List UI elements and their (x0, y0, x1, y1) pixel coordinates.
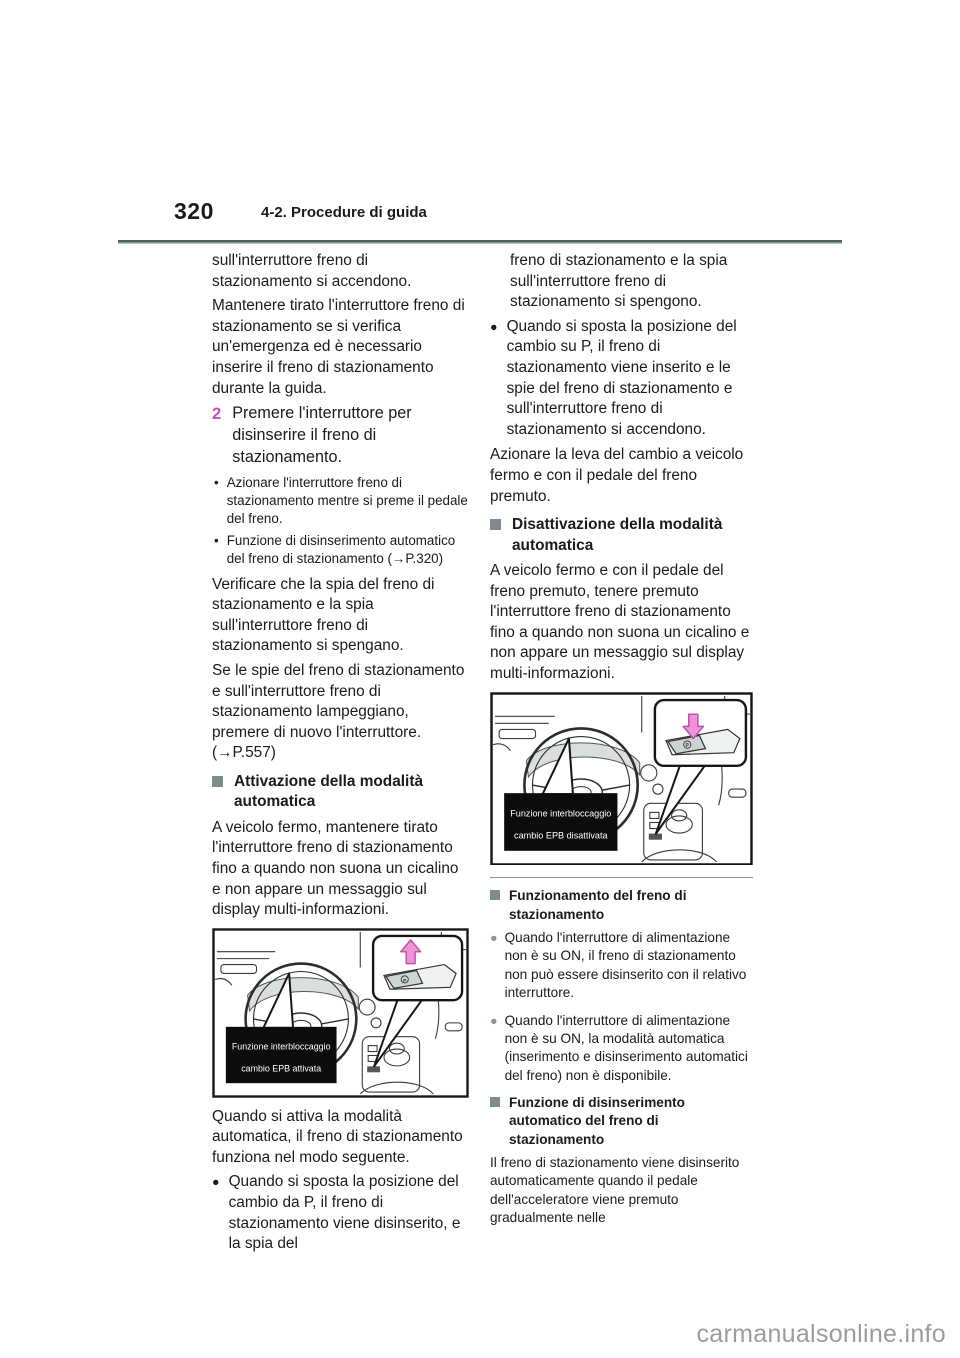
heading-disattivazione: Disattivazione della modalità automatica (490, 515, 753, 556)
bullet-dot-icon: ● (212, 1175, 220, 1190)
epb-interior-diagram (212, 928, 469, 1098)
paragraph: sull'interruttore freno di stazionamento si accendono. (212, 252, 412, 290)
note-paragraph: Il freno di stazionamento viene disinserito automaticamente quando il pedale dell'acceleratore viene premuto gradualmente nelle (490, 1154, 740, 1225)
square-marker-icon (490, 1097, 500, 1107)
step-2 (212, 403, 469, 468)
square-marker-icon (212, 776, 223, 787)
right-column (490, 251, 753, 1227)
heading-attivazione: Attivazione della modalità automatica (212, 772, 469, 813)
callout-text-line2: cambio EPB disattivata (514, 830, 608, 841)
paragraph: Verificare che la spia del freno di stazionamento e la spia sull'interruttore freno di stazionamento si spengano. (212, 575, 435, 655)
paragraph: Quando si attiva la modalità automatica, il freno di stazionamento funziona nel modo seguente. (212, 1107, 463, 1166)
note-heading-disinserimento: Funzione di disinserimento automatico del freno di stazionamento (490, 1094, 753, 1149)
square-marker-icon (490, 519, 501, 530)
bullet-dot-icon: • (214, 474, 219, 490)
section-title: 4-2. Procedure di guida (261, 204, 427, 221)
page-number: 320 (174, 198, 214, 224)
multi-info-display-message (226, 1027, 337, 1083)
note-list-item: ● Quando l'interruttore di alimentazione non è su ON, la modalità automatica (inserimento e disinserimento automatici del freno) non è disponibile. (490, 1012, 753, 1086)
multi-info-display-message (504, 793, 617, 851)
callout-text-line1: Funzione interbloccaggio (231, 1041, 331, 1052)
watermark: carmanualsonline.info (696, 1320, 946, 1348)
notes-divider (490, 877, 753, 878)
epb-interior-diagram (490, 692, 753, 866)
step-number: 2 (212, 404, 222, 424)
diagram-epb-activated (212, 928, 469, 1098)
callout-text-line1: Funzione interbloccaggio (510, 807, 612, 818)
step-sub-bullets (214, 474, 469, 569)
paragraph: Mantenere tirato l'interruttore freno di stazionamento se si verifica un'emergenza ed è necessario inserire il freno di stazionamento durante la guida. (212, 297, 465, 397)
svg-text:P: P (403, 978, 407, 984)
callout-text-line2: cambio EPB attivata (241, 1063, 322, 1074)
bullet-dot-icon: ● (490, 1013, 498, 1028)
list-item: • Funzione di disinserimento automatico del freno di stazionamento (→P.320) (214, 532, 469, 569)
square-marker-icon (490, 890, 500, 900)
header-rule (118, 240, 842, 244)
paragraph: Azionare la leva del cambio a veicolo fermo e con il pedale del freno premuto. (490, 446, 744, 505)
list-item: • Azionare l'interruttore freno di stazionamento mentre si preme il pedale del freno. (214, 474, 469, 529)
svg-text:P: P (685, 742, 689, 749)
paragraph: A veicolo fermo, mantenere tirato l'interruttore freno di stazionamento fino a quando non suona un cicalino e non appare un messaggio sul display multi-informazioni. (212, 818, 459, 919)
step-text: Premere l'interruttore per disinserire il freno di stazionamento. (232, 404, 412, 466)
list-item: ● Quando si sposta la posizione del cambio da P, il freno di stazionamento viene disinserito, e la spia del (212, 1172, 469, 1254)
left-column (212, 251, 469, 1260)
paragraph: A veicolo fermo e con il pedale del freno premuto, tenere premuto l'interruttore freno di stazionamento fino a quando non suona un cicalino e non appare un messaggio sul display multi-informazioni. (490, 561, 750, 682)
paragraph: Se le spie del freno di stazionamento e sull'interruttore freno di stazionamento lampeggiano, premere di nuovo l'interruttore. (→P.557) (212, 661, 465, 762)
bullet-dot-icon: ● (490, 319, 498, 334)
list-item: ● Quando si sposta la posizione del cambio su P, il freno di stazionamento viene inserito e le spie del freno di stazionamento e sull'interruttore freno di stazionamento si accendono. (490, 317, 753, 441)
note-list-item: ● Quando l'interruttore di alimentazione non è su ON, il freno di stazionamento non può essere disinserito con il relativo interruttore. (490, 929, 753, 1003)
paragraph: freno di stazionamento e la spia sull'interruttore freno di stazionamento si spengono. (510, 252, 728, 311)
note-heading-funzionamento: Funzionamento del freno di stazionamento (490, 887, 753, 923)
diagram-epb-deactivated (490, 692, 753, 866)
bullet-dot-icon: • (214, 532, 219, 548)
bullet-dot-icon: ● (490, 930, 498, 945)
